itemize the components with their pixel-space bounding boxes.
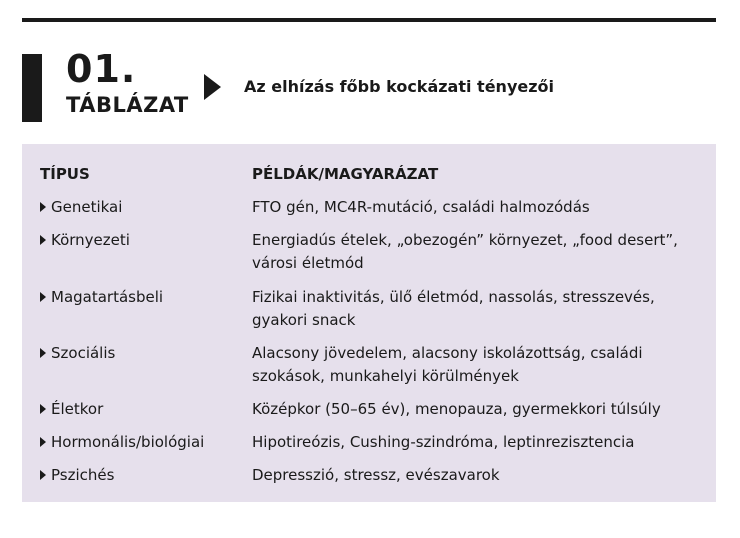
- row-type-label: Magatartásbeli: [51, 288, 164, 306]
- table-row-type: [40, 229, 130, 252]
- table-row-example: FTO gén, MC4R-mutáció, családi halmozódás: [252, 198, 590, 216]
- table-row-type: [40, 464, 114, 487]
- table-title: Az elhízás főbb kockázati tényezői: [244, 77, 555, 96]
- row-type-label: Hormonális/biológiai: [51, 433, 205, 451]
- triangle-right-icon: [40, 202, 46, 212]
- row-type-label: Pszichés: [51, 466, 115, 484]
- table-row-type: [40, 431, 204, 454]
- row-type-label: Szociális: [51, 344, 116, 362]
- triangle-right-icon: [204, 74, 221, 100]
- table-label: TÁBLÁZAT: [66, 93, 189, 117]
- table-row-example: Alacsony jövedelem, alacsony iskolázottság, családi szokások, munkahelyi körülmények: [252, 344, 643, 385]
- table-row-example: Depresszió, stressz, evészavarok: [252, 466, 500, 484]
- table-row-type: [40, 398, 103, 421]
- row-type-label: Genetikai: [51, 198, 123, 216]
- heading-side-bar: [22, 54, 42, 122]
- table-row-type: [40, 342, 115, 365]
- triangle-right-icon: [40, 348, 46, 358]
- top-rule: [22, 18, 716, 22]
- triangle-right-icon: [40, 404, 46, 414]
- table-row-example: Hipotireózis, Cushing-szindróma, leptinrezisztencia: [252, 433, 635, 451]
- table-row-type: [40, 196, 122, 219]
- table-row-example: Fizikai inaktivitás, ülő életmód, nassolás, stresszevés, gyakori snack: [252, 288, 655, 329]
- column-header-type: TÍPUS: [40, 165, 90, 183]
- table-row-type: [40, 286, 163, 309]
- table-row-example: Középkor (50–65 év), menopauza, gyermekkori túlsúly: [252, 400, 661, 418]
- row-type-label: Életkor: [51, 400, 104, 418]
- triangle-right-icon: [40, 235, 46, 245]
- triangle-right-icon: [40, 470, 46, 480]
- table-number: 01.: [66, 47, 137, 91]
- column-header-examples: PÉLDÁK/MAGYARÁZAT: [252, 165, 439, 183]
- row-type-label: Környezeti: [51, 231, 130, 249]
- table-row-example: Energiadús ételek, „obezogén” környezet, „food desert”, városi életmód: [252, 231, 678, 272]
- triangle-right-icon: [40, 292, 46, 302]
- triangle-right-icon: [40, 437, 46, 447]
